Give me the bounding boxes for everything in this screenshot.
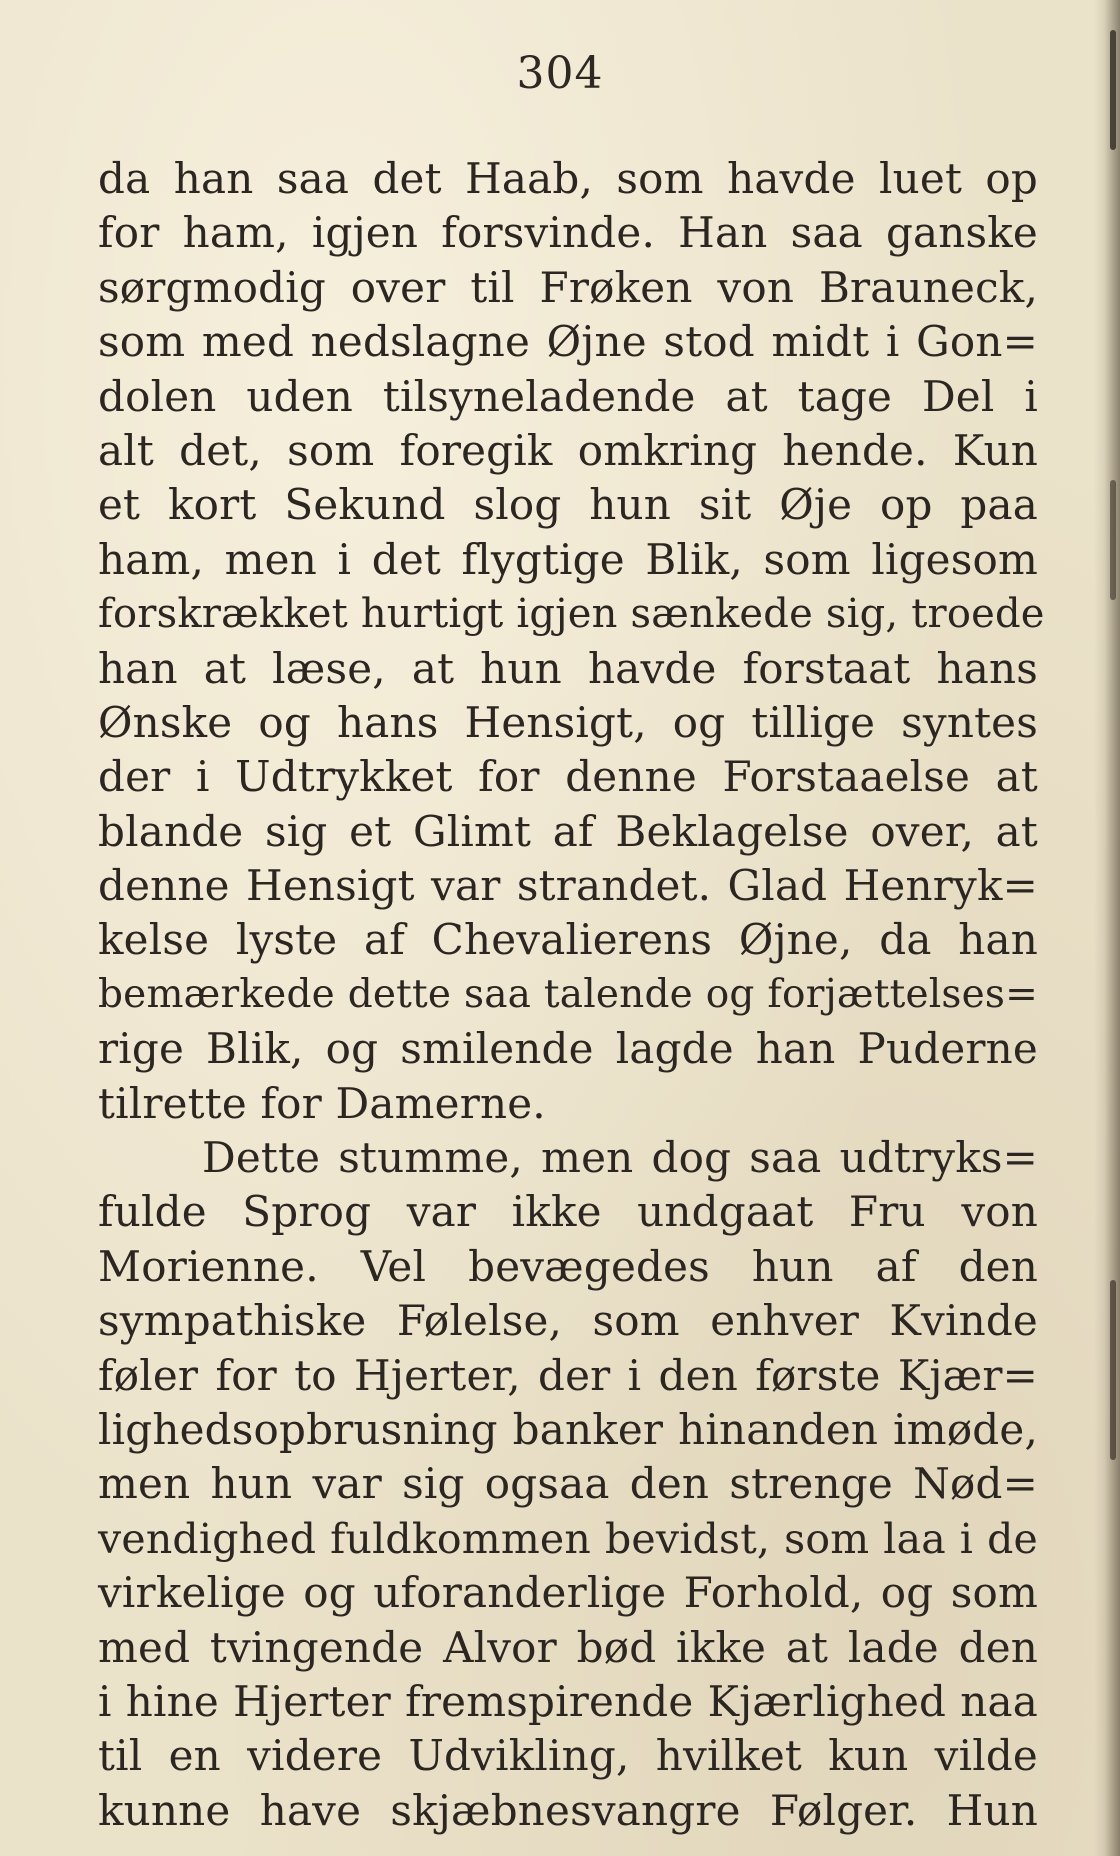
page-number: 304 xyxy=(516,48,604,99)
text-line: som med nedslagne Øjne stod midt i Gon= xyxy=(98,317,1038,367)
paragraph-end-line: tilrette for Damerne. xyxy=(98,1078,546,1128)
text-line: rige Blik, og smilende lagde han Puderne xyxy=(98,1024,1038,1074)
body-text xyxy=(98,152,1045,1838)
text-line: i hine Hjerter fremspirende Kjærlighed naa xyxy=(98,1676,1038,1726)
text-line: kunne have skjæbnesvangre Følger. Hun xyxy=(98,1785,1038,1835)
text-line: med tvingende Alvor bød ikke at lade den xyxy=(98,1622,1038,1672)
text-line: kelse lyste af Chevalierens Øjne, da han xyxy=(98,915,1038,965)
page-edge-mark xyxy=(1110,480,1116,600)
text-line: ham, men i det flygtige Blik, som ligesom xyxy=(98,534,1038,584)
text-line: men hun var sig ogsaa den strenge Nød= xyxy=(98,1459,1038,1509)
text-line: føler for to Hjerter, der i den første Kjær= xyxy=(98,1350,1038,1400)
text-line: dolen uden tilsyneladende at tage Del i xyxy=(98,371,1038,421)
text-line: han at læse, at hun havde forstaat hans xyxy=(98,643,1038,693)
page-edge-shadow xyxy=(1094,0,1120,1856)
text-line: Morienne. Vel bevægedes hun af den xyxy=(98,1241,1038,1291)
text-line: da han saa det Haab, som havde luet op xyxy=(98,154,1038,203)
paragraph-start-line: Dette stumme, men dog saa udtryks= xyxy=(202,1133,1038,1183)
text-line: virkelige og uforanderlige Forhold, og som xyxy=(98,1568,1038,1618)
text-line: bemærkede dette saa talende og forjættelses= xyxy=(98,971,1038,1017)
text-line: sørgmodig over til Frøken von Brauneck, xyxy=(98,262,1038,312)
text-line: der i Udtrykket for denne Forstaaelse at xyxy=(98,752,1038,802)
text-line: alt det, som foregik omkring hende. Kun xyxy=(98,425,1038,475)
text-line: Ønske og hans Hensigt, og tillige syntes xyxy=(98,697,1038,747)
text-line: fulde Sprog var ikke undgaat Fru von xyxy=(98,1187,1038,1237)
text-line: sympathiske Følelse, som enhver Kvinde xyxy=(98,1296,1038,1346)
text-line: forskrækket hurtigt igjen sænkede sig, troede xyxy=(98,591,1045,638)
text-line: et kort Sekund slog hun sit Øje op paa xyxy=(98,480,1038,530)
text-line: lighedsopbrusning banker hinanden imøde, xyxy=(98,1404,1038,1454)
text-line: til en videre Udvikling, hvilket kun vilde xyxy=(98,1731,1038,1781)
text-line: for ham, igjen forsvinde. Han saa ganske xyxy=(98,208,1038,258)
text-line: vendighed fuldkommen bevidst, som laa i de xyxy=(98,1514,1038,1563)
page-edge-mark xyxy=(1110,1280,1116,1460)
text-line: blande sig et Glimt af Beklagelse over, at xyxy=(98,806,1038,856)
text-line: denne Hensigt var strandet. Glad Henryk= xyxy=(98,861,1038,911)
